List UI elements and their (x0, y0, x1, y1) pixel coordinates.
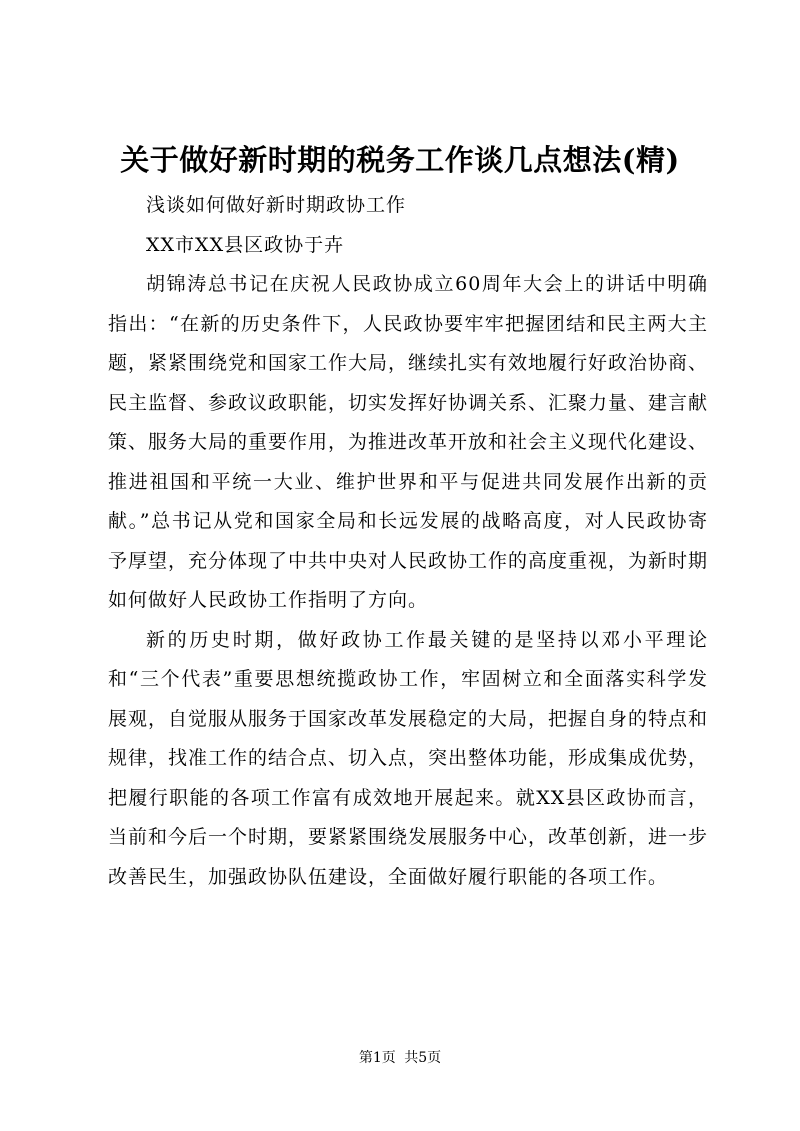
subtitle-paragraph: 浅谈如何做好新时期政协工作 (146, 194, 407, 216)
document-body (108, 186, 708, 897)
body-paragraph-2: 新的历史时期，做好政协工作最关键的是坚持以邓小平理论和“三个代表”重要思想统揽政协工作，牢固树立和全面落实科学发展观，自觉服从服务于国家改革发展稳定的大局，把握自身的特点和规律，找准工作的结合点、切入点，突出整体功能，形成集成优势，把履行职能的各项工作富有成效地开展起来。就XX县区政协而言，当前和今后一个时期，要紧紧围绕发展服务中心，改革创新，进一步改善民生，加强政协队伍建设，全面做好履行职能的各项工作。 (108, 628, 709, 888)
body-paragraph-1: 胡锦涛总书记在庆祝人民政协成立60周年大会上的讲话中明确指出：“在新的历史条件下，人民政协要牢牢把握团结和民主两大主题，紧紧围绕党和国家工作大局，继续扎实有效地履行好政治协商、民主监督、参政议政职能，切实发挥好协调关系、汇聚力量、建言献策、服务大局的重要作用，为推进改革开放和社会主义现代化建设、推进祖国和平统一大业、维护世界和平与促进共同发展作出新的贡献。”总书记从党和国家全局和长远发展的战略高度，对人民政协寄予厚望，充分体现了中共中央对人民政协工作的高度重视，为新时期如何做好人民政协工作指明了方向。 (108, 273, 709, 611)
document-title: 关于做好新时期的税务工作谈几点想法(精) (120, 143, 680, 177)
page-footer (0, 1048, 800, 1068)
page-total: 共5页 (404, 1050, 442, 1066)
author-line: XX市XX县区政协于卉 (146, 233, 345, 256)
page-number: 第1页 (358, 1050, 396, 1066)
